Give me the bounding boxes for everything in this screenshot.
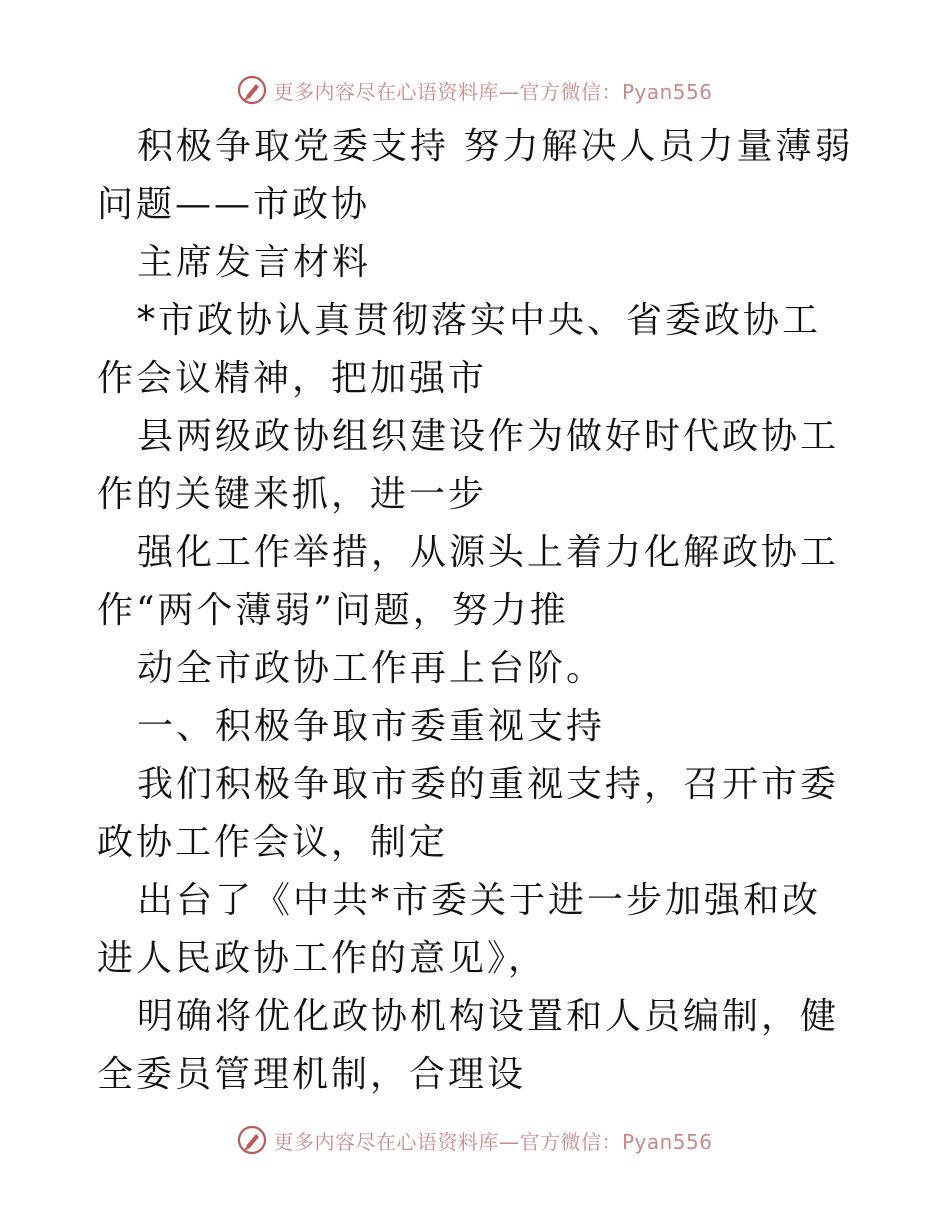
section-heading: 一、积极争取市委重视支持 [137, 706, 606, 747]
watermark-text: 更多内容尽在心语资料库—官方微信：Pyan556 [273, 1129, 713, 1154]
body-paragraph: 动全市政协工作再上台阶。 [137, 648, 606, 689]
title-paragraph: 积极争取党委支持 努力解决人员力量薄弱问题——市政协 [97, 126, 854, 225]
body-paragraph: 我们积极争取市委的重视支持，召开市委政协工作会议，制定 [97, 764, 840, 863]
document-body [97, 118, 857, 1104]
body-paragraph: 出台了《中共*市委关于进一步加强和改进人民政协工作的意见》， [97, 880, 822, 979]
pen-seal-logo-icon [237, 75, 267, 105]
header-watermark [0, 72, 950, 108]
subtitle-paragraph: 主席发言材料 [137, 242, 372, 283]
body-paragraph: 县两级政协组织建设作为做好时代政协工作的关键来抓，进一步 [97, 416, 840, 515]
body-paragraph: 明确将优化政协机构设置和人员编制，健全委员管理机制，合理设 [97, 996, 840, 1095]
body-paragraph: *市政协认真贯彻落实中央、省委政协工作会议精神，把加强市 [97, 300, 822, 399]
body-paragraph: 强化工作举措，从源头上着力化解政协工作“两个薄弱”问题，努力推 [97, 532, 840, 631]
watermark-text: 更多内容尽在心语资料库—官方微信：Pyan556 [273, 79, 713, 104]
pen-seal-logo-icon [237, 1125, 267, 1155]
footer-watermark [0, 1122, 950, 1158]
